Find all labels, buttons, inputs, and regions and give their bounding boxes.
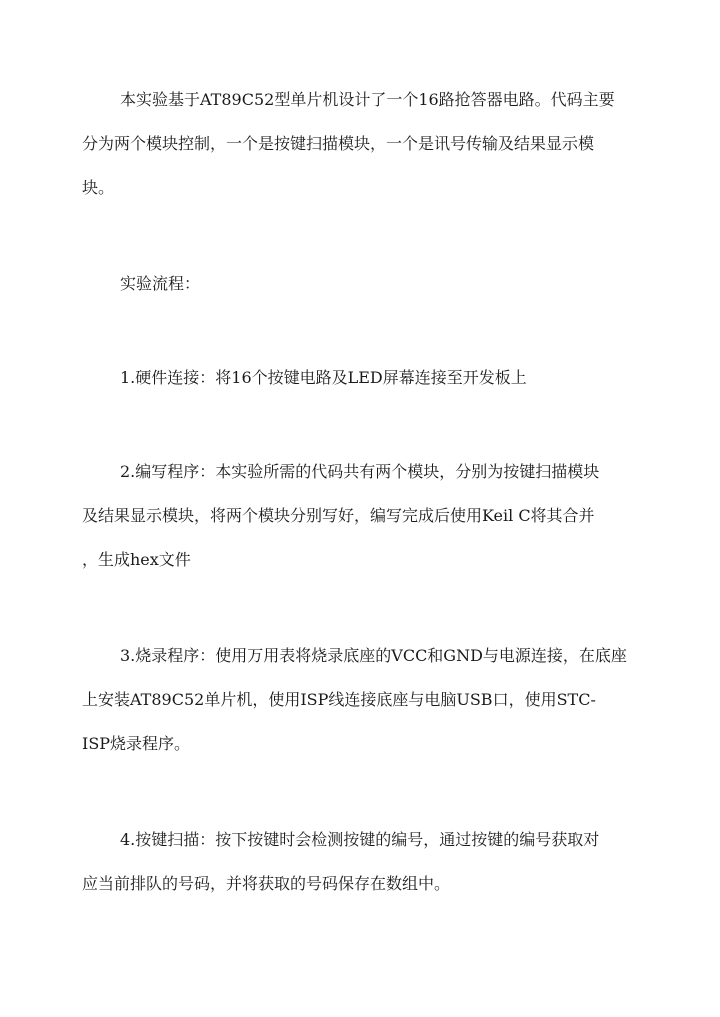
step-3-line-2: 上安装AT89C52单片机，使用ISP线连接底座与电脑USB口，使用STC-: [82, 690, 596, 709]
step-3-paragraph: [82, 634, 634, 766]
step-4-line-1: 4.按键扫描：按下按键时会检测按键的编号，通过按键的编号获取对: [120, 830, 600, 849]
flow-heading: [82, 262, 634, 306]
intro-paragraph: [82, 78, 634, 210]
intro-line-1: 本实验基于AT89C52型单片机设计了一个16路抢答器电路。代码主要: [120, 90, 615, 109]
step-4-paragraph: [82, 818, 634, 906]
step-2-line-3: ，生成hex文件: [82, 550, 191, 569]
intro-line-3: 块。: [82, 178, 115, 197]
flow-heading-text: 实验流程：: [120, 274, 201, 293]
step-2-paragraph: [82, 450, 634, 582]
step-1-paragraph: [82, 356, 634, 400]
step-2-line-1: 2.编写程序：本实验所需的代码共有两个模块，分别为按键扫描模块: [120, 462, 600, 481]
intro-line-2: 分为两个模块控制，一个是按键扫描模块，一个是讯号传输及结果显示模: [82, 134, 595, 153]
step-3-line-1: 3.烧录程序：使用万用表将烧录底座的VCC和GND与电源连接，在底座: [120, 646, 627, 665]
step-3-line-3: ISP烧录程序。: [82, 734, 191, 753]
step-1-line-1: 1.硬件连接：将16个按键电路及LED屏幕连接至开发板上: [120, 368, 527, 387]
step-4-line-2: 应当前排队的号码，并将获取的号码保存在数组中。: [82, 874, 451, 893]
step-2-line-2: 及结果显示模块，将两个模块分别写好，编写完成后使用Keil C将其合并: [82, 506, 595, 525]
